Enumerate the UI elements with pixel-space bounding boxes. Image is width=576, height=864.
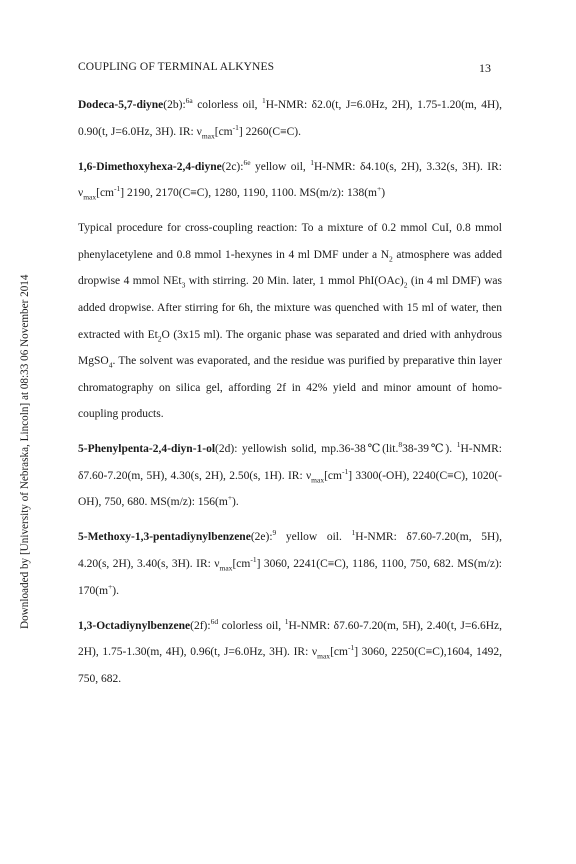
reference-superscript: 6a (185, 96, 193, 106)
superscript: 1 (351, 528, 356, 538)
text-run: ] 3060, 2250(C≡C),1604, 1492, 750, 682. (78, 646, 502, 685)
superscript: 1 (310, 157, 314, 167)
subscript: max (83, 192, 97, 202)
text-run: (in 4 ml DMF) was added dropwise. After stirring for 6h, the mixture was quenched with 15 ml of water, then extracted with Et (78, 275, 502, 341)
text-run: ). (112, 584, 119, 597)
text-run: atmosphere was added dropwise 4 mmol NEt (78, 248, 502, 288)
subscript: max (311, 475, 325, 485)
subscript: 2 (389, 254, 393, 264)
superscript: -1 (232, 122, 239, 132)
compound-name: Dodeca-5,7-diyne (78, 99, 164, 111)
compound-2d-paragraph (78, 436, 502, 516)
text-run: O (3x15 ml). The organic phase was separated and dried with anhydrous MgSO (78, 328, 502, 368)
text-run: H-NMR: δ4.10(s, 2H), 3.32(s, 3H). IR: ν (78, 160, 502, 200)
superscript: 1 (284, 616, 289, 626)
reference-superscript: 6d (210, 616, 219, 626)
text-run: Typical procedure for cross-coupling reaction: To a mixture of 0.2 mmol CuI, 0.8 mmol phenylacetylene and 0.8 mmol 1-hexynes in 4 ml DMF under a N (78, 222, 502, 261)
text-run: yellow oil. (276, 531, 352, 544)
text-run: colorless oil, (192, 99, 262, 111)
text-run: ). (232, 496, 239, 509)
text-run: H-NMR: δ7.60-7.20(m, 5H), 2.40(t, J=6.6Hz, 2H), 1.75-1.30(m, 4H), 0.96(t, J=6.0Hz, 3H). IR: ν (78, 619, 502, 659)
compound-id: (2e): (250, 531, 273, 544)
reference-superscript: 9 (272, 528, 277, 538)
superscript: -1 (347, 643, 355, 653)
subscript: 3 (181, 280, 186, 290)
text-run: [cm (232, 558, 251, 571)
running-title: COUPLING OF TERMINAL ALKYNES (78, 61, 275, 73)
download-watermark: Downloaded by [University of Nebraska, Lincoln] at 08:33 06 November 2014 (19, 274, 31, 629)
compound-name: 5-Methoxy-1,3-pentadiynylbenzene (78, 531, 251, 544)
superscript: + (376, 184, 382, 194)
text-run: H-NMR: δ7.60-7.20(m, 5H), 4.30(s, 2H), 2.50(s, 1H). IR: ν (78, 443, 502, 482)
text-run: [cm (324, 469, 342, 482)
compound-2b-paragraph (78, 92, 502, 145)
text-run: yellow oil, (250, 160, 311, 173)
superscript: + (108, 581, 113, 591)
subscript: 2 (403, 280, 408, 290)
text-run: [cm (330, 646, 348, 659)
compound-name: 5-Phenylpenta-2,4-diyn-1-ol (78, 443, 216, 456)
compound-id: (2b): (163, 99, 186, 111)
compound-id: (2f): (190, 619, 211, 632)
text-run: colorless oil, (218, 619, 285, 632)
text-run: . The solvent was evaporated, and the residue was purified by preparative thin layer chromatography on silica gel, affording 2f in 42% yield and minor amount of homo-coupling products. (78, 355, 502, 421)
superscript: 1 (261, 96, 266, 106)
superscript: -1 (341, 467, 349, 477)
subscript: 2 (157, 333, 162, 343)
text-run: 38-39℃). (402, 443, 457, 456)
compound-2e-paragraph (78, 524, 502, 604)
procedure-paragraph (78, 215, 502, 428)
compound-id: (2c): (221, 160, 244, 173)
text-run: ) (381, 187, 386, 200)
text-run: ] 3060, 2241(C≡C), 1186, 1100, 750, 682. MS(m/z): 170(m (78, 558, 502, 597)
subscript: 4 (108, 360, 113, 370)
article-body (78, 92, 502, 701)
subscript: max (317, 651, 331, 661)
subscript: max (201, 130, 215, 140)
page-number: 13 (479, 61, 491, 75)
compound-2c-paragraph (78, 154, 502, 207)
superscript: 1 (456, 440, 461, 450)
compound-2f-paragraph (78, 613, 502, 693)
text-run: H-NMR: δ7.60-7.20(m, 5H), 4.20(s, 2H), 3.40(s, 3H). IR: ν (78, 531, 502, 571)
text-run: ] 3300(-OH), 2240(C≡C), 1020(-OH), 750, 680. MS(m/z): 156(m (78, 469, 502, 509)
text-run: ] 2190, 2170(C≡C), 1280, 1190, 1100. MS(m/z): 138(m (120, 187, 377, 200)
reference-superscript: 8 (398, 440, 403, 450)
text-run: (2d): yellowish solid, mp.36-38℃(lit. (215, 443, 399, 456)
subscript: max (219, 563, 233, 573)
text-run: H-NMR: δ2.0(t, J=6.0Hz, 2H), 1.75-1.20(m, 4H), 0.90(t, J=6.0Hz, 3H). IR: ν (78, 99, 502, 138)
superscript: + (227, 493, 233, 503)
text-run: [cm (214, 125, 233, 138)
text-run: ] 2260(C≡C). (238, 125, 301, 138)
superscript: -1 (250, 555, 257, 565)
compound-name: 1,6-Dimethoxyhexa-2,4-diyne (78, 160, 222, 173)
compound-name: 1,3-Octadiynylbenzene (78, 619, 191, 632)
text-run: with stirring. 20 Min. later, 1 mmol PhI(OAc) (185, 275, 404, 288)
superscript: -1 (114, 184, 121, 194)
text-run: [cm (96, 187, 115, 200)
reference-superscript: 6e (243, 157, 251, 167)
